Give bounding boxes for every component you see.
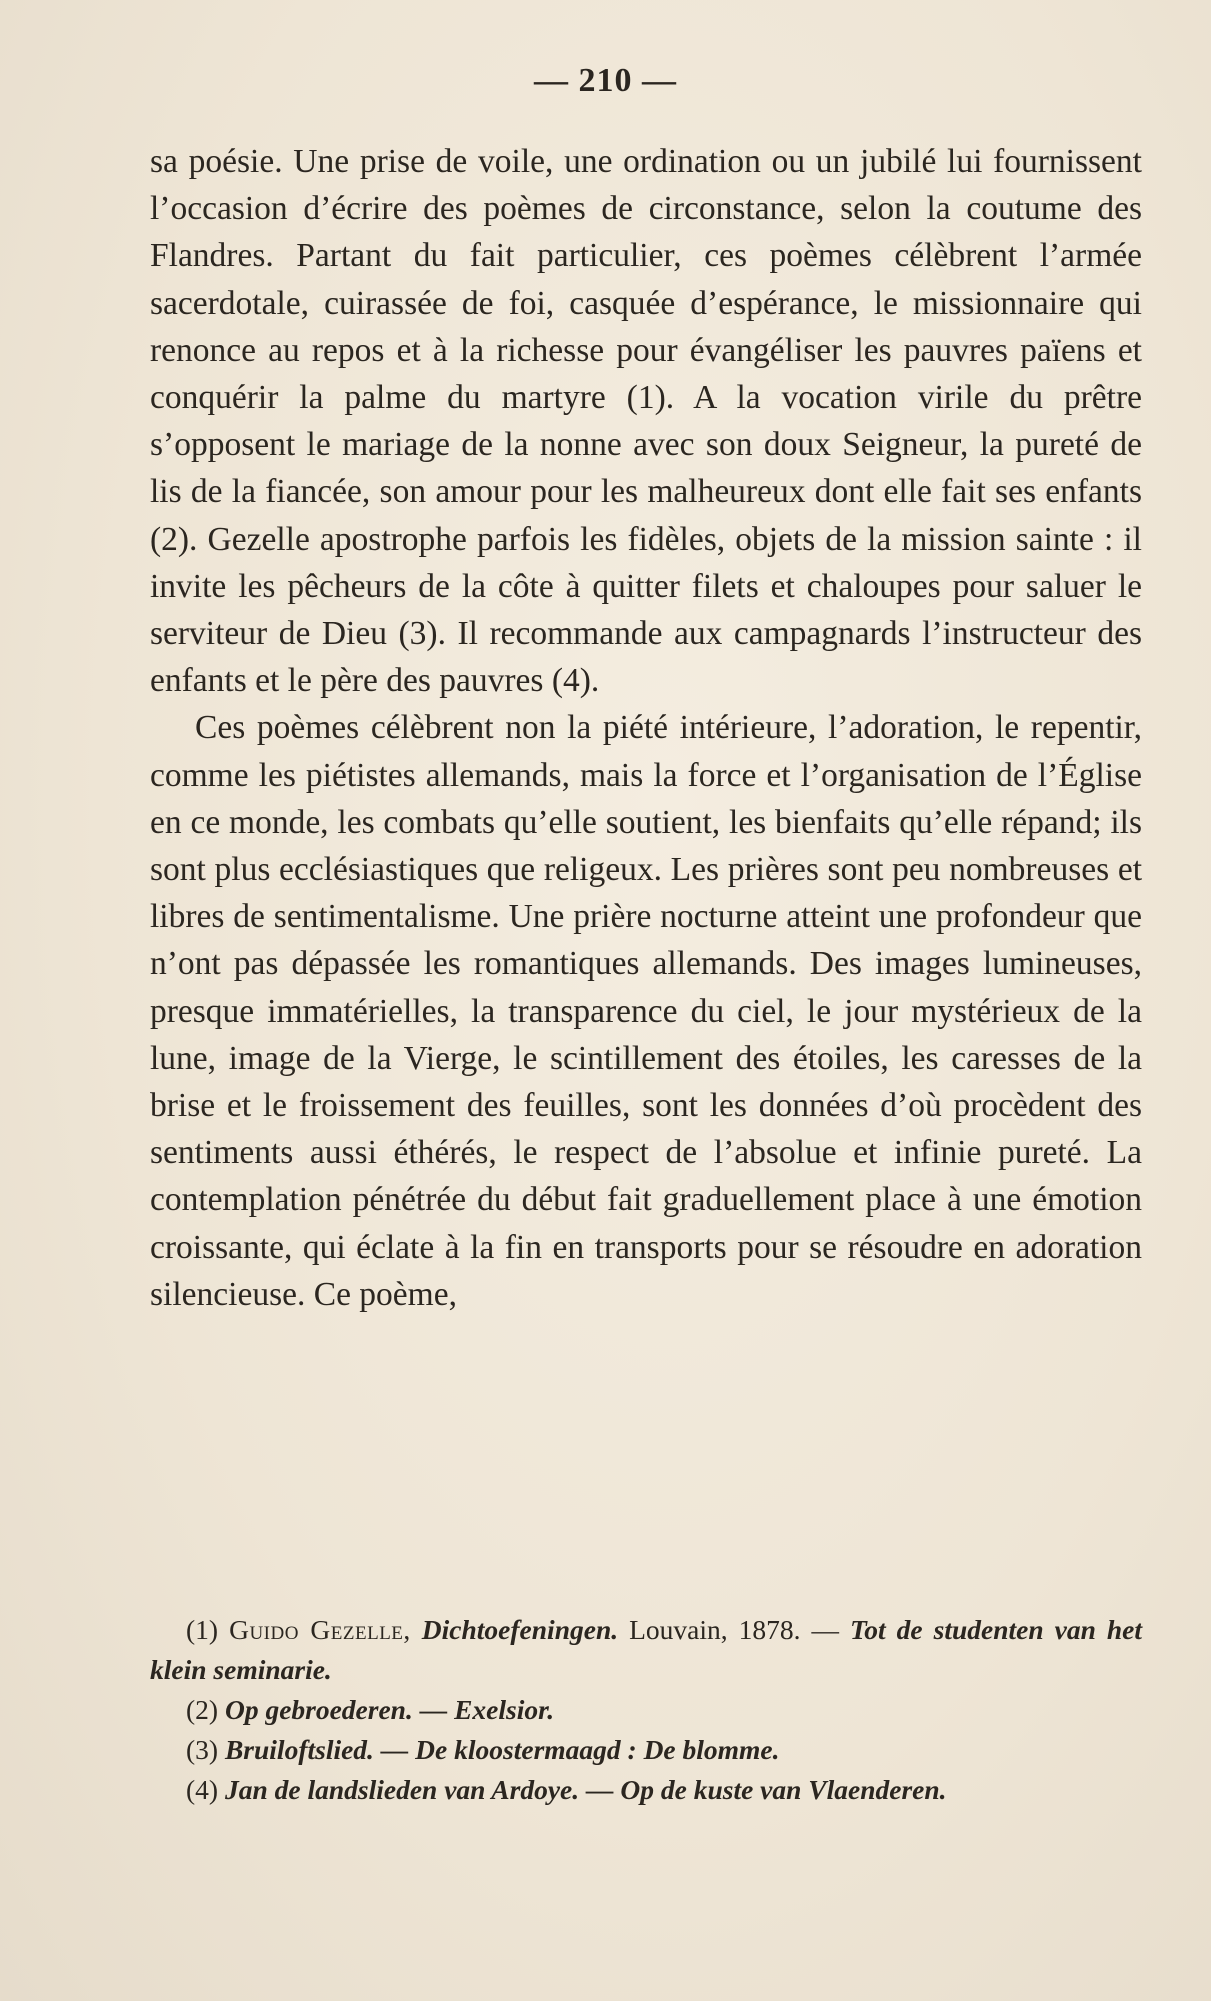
footnote-1 — [150, 1610, 1142, 1690]
footnote-place: Louvain, 1878. — — [629, 1614, 840, 1645]
paragraph-1: sa poésie. Une prise de voile, une ordination ou un jubilé lui fournissent l’occasion d’écrire des poèmes de circonstance, selon la coutume des Flandres. Partant du fait particulier, ces poèmes célèbrent l’armée sacerdotale, cuirassée de foi, casquée d’espérance, le missionnaire qui renonce au repos et à la richesse pour évangéliser les pauvres païens et conquérir la palme du martyre (1). A la vocation virile du prêtre s’opposent le mariage de la nonne avec son doux Seigneur, la pureté de lis de la fiancée, son amour pour les malheureux dont elle fait ses enfants (2). Gezelle apostrophe parfois les fidèles, objets de la mission sainte : il invite les pêcheurs de la côte à quitter filets et chaloupes pour saluer le serviteur de Dieu (3). Il recommande aux campagnards l’instructeur des enfants et le père des pauvres (4). — [150, 143, 1142, 700]
footnote-number: (1) — [186, 1614, 219, 1645]
footnote-text: Jan de landslieden van Ardoye. — Op de kuste van Vlaenderen. — [224, 1774, 947, 1805]
footnote-number: (2) — [186, 1694, 219, 1725]
footnote-number: (4) — [186, 1774, 219, 1805]
footnote-author: Guido Gezelle, — [229, 1614, 411, 1645]
footnotes — [150, 1610, 1142, 1810]
page-number: — 210 — — [534, 62, 677, 99]
footnote-3 — [150, 1730, 1142, 1770]
footnote-title: Dichtoefeningen. — [421, 1614, 619, 1645]
main-text — [150, 138, 1142, 1318]
footnote-rest: Tot de studenten van het klein seminarie. — [150, 1614, 1143, 1685]
footnote-text: Bruiloftslied. — De kloostermaagd : De blomme. — [224, 1734, 780, 1765]
footnote-2 — [150, 1690, 1142, 1730]
footnote-text: Op gebroederen. — Exelsior. — [224, 1694, 555, 1725]
footnote-number: (3) — [186, 1734, 219, 1765]
paragraph-2: Ces poèmes célèbrent non la piété intérieure, l’adoration, le repentir, comme les piétistes allemands, mais la force et l’organisation de l’Église en ce monde, les combats qu’elle soutient, les bienfaits qu’elle répand; ils sont plus ecclésiastiques que religeux. Les prières sont peu nombreuses et libres de sentimentalisme. Une prière nocturne atteint une profondeur que n’ont pas dépassée les romantiques allemands. Des images lumineuses, presque immatérielles, la transparence du ciel, le jour mystérieux de la lune, image de la Vierge, le scintillement des étoiles, les caresses de la brise et le froissement des feuilles, sont les données d’où procèdent des sentiments aussi éthérés, le respect de l’absolue et infinie pureté. La contemplation pénétrée du début fait graduellement place à une émotion croissante, qui éclate à la fin en transports pour se résoudre en adoration silencieuse. Ce poème, — [150, 709, 1142, 1313]
footnote-4 — [150, 1770, 1142, 1810]
